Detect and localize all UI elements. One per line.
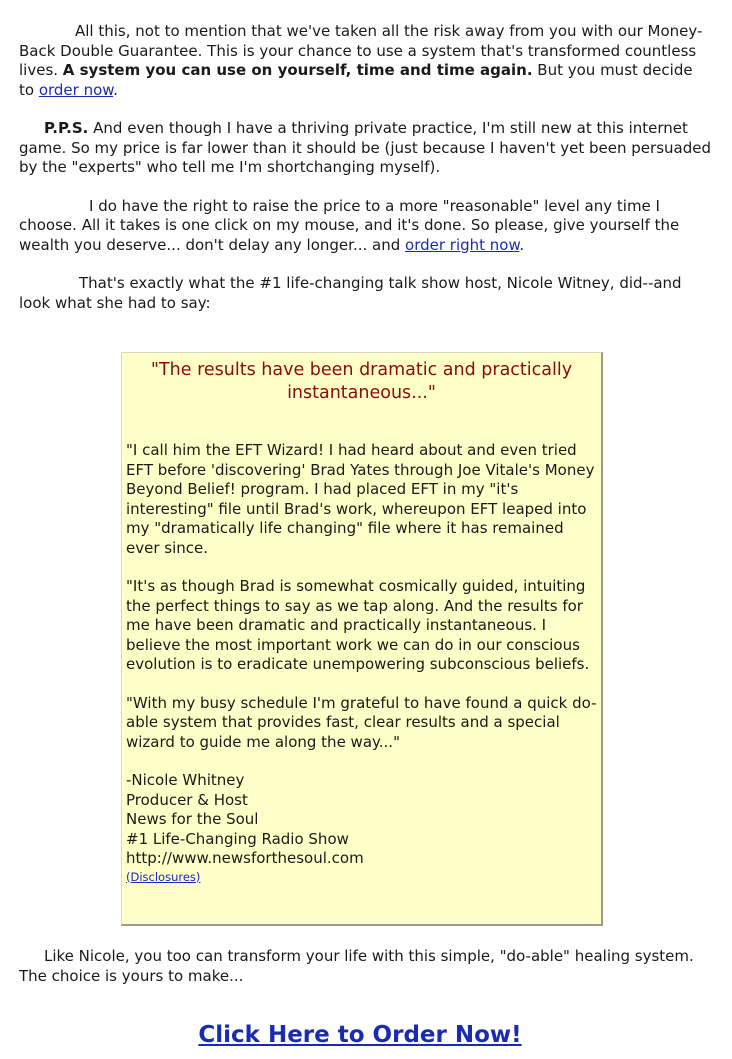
- price-text: I do have the right to raise the price to a more "reasonable" level any time I choose. All it takes is one click on my mouse, and it's done. So please, give yourself the wealth you deserve... don't delay any longer... and: [19, 196, 680, 254]
- guarantee-text: All this, not to mention that we've taken all the risk away from you with our Money-Back Double Guarantee. This is your chance to use a system that's transformed countless lives.: [19, 22, 703, 79]
- disclosures-link[interactable]: (Disclosures): [126, 869, 201, 884]
- testimonial-signature: [126, 771, 598, 885]
- order-right-now-link[interactable]: order right now: [405, 235, 520, 254]
- guarantee-paragraph: [19, 22, 711, 100]
- signature-title: Producer & Host: [126, 790, 248, 809]
- pps-label: P.P.S.: [44, 119, 89, 137]
- signature-name: -Nicole Whitney: [126, 771, 245, 789]
- order-now-link[interactable]: order now: [38, 80, 114, 99]
- guarantee-period: .: [113, 80, 118, 99]
- price-paragraph: [19, 197, 711, 256]
- pps-paragraph: [19, 119, 711, 178]
- testimonial-paragraph-1: "I call him the EFT Wizard! I had heard about and even tried EFT before 'discovering' Brad Yates through Joe Vitale's Money Beyond Belief! program. I had placed EFT in my "it's interesting" file until Brad's work, whereupon EFT leaped into my "dramatically life changing" file where it has remained ever since.: [126, 441, 595, 557]
- main-content: [19, 22, 711, 332]
- guarantee-emphasis: A system you can use on yourself, time and time again.: [62, 61, 533, 79]
- price-period: .: [519, 235, 525, 254]
- order-now-cta-link[interactable]: Click Here to Order Now!: [198, 1022, 522, 1048]
- signature-show: News for the Soul: [126, 810, 259, 828]
- testimonial-body: [126, 441, 598, 885]
- signature-tagline: #1 Life-Changing Radio Show: [126, 829, 349, 848]
- intro-testimonial-paragraph: That's exactly what the #1 life-changing talk show host, Nicole Witney, did--and look what she had to say:: [19, 274, 682, 312]
- testimonial-paragraph-3: "With my busy schedule I'm grateful to have found a quick do-able system that provides fast, clear results and a special wizard to guide me along the way...": [126, 693, 597, 751]
- cta-section: [0, 1022, 720, 1048]
- guarantee-text-2: But you must decide to: [19, 61, 693, 99]
- closing-content: [19, 947, 711, 1005]
- pps-text: And even though I have a thriving private practice, I'm still new at this internet game. So my price is far lower than it should be (just because I haven't yet been persuaded by the "experts" who tell me I'm shortchanging myself).: [19, 119, 711, 176]
- signature-url: http://www.newsforthesoul.com: [126, 849, 364, 867]
- testimonial-box: [121, 352, 603, 926]
- closing-paragraph: Like Nicole, you too can transform your life with this simple, "do-able" healing system. The choice is yours to make...: [19, 947, 694, 985]
- testimonial-headline: "The results have been dramatic and practically instantaneous...": [150, 360, 573, 403]
- testimonial-paragraph-2: "It's as though Brad is somewhat cosmically guided, intuiting the perfect things to say as we tap along. And the results for me have been dramatic and practically instantaneous. I believe the most important work we can do in our conscious evolution is to eradicate unempowering subconscious beliefs.: [126, 577, 590, 673]
